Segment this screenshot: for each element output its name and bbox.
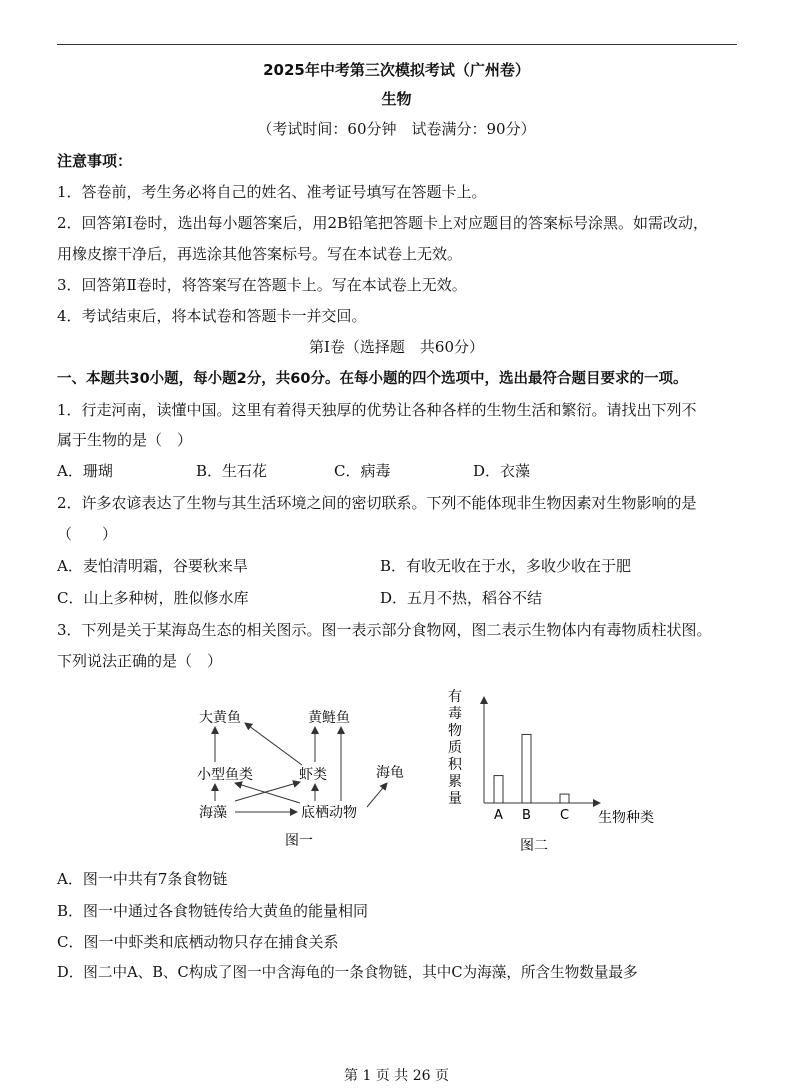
arrow-xialei-dahuangyu <box>245 723 302 765</box>
q1-stem-line2: 属于生物的是（ ） <box>57 431 193 449</box>
q2-stem-line1: 2．许多农谚表达了生物与其生活环境之间的密切联系。下列不能体现非生物因素对生物影响的是 <box>57 494 697 512</box>
notice-heading: 注意事项： <box>57 152 133 170</box>
exam-info: （考试时间：60分钟 试卷满分：90分） <box>257 120 536 138</box>
bar-C <box>560 794 569 803</box>
node-xialei: 虾类 <box>299 767 327 783</box>
ylabel-char: 累 <box>448 774 462 790</box>
food-web-diagram <box>185 695 425 855</box>
notice-item: 1．答卷前，考生务必将自己的姓名、准考证号填写在答题卡上。 <box>57 183 487 201</box>
page-footer: 第 1 页 共 26 页 <box>344 1068 449 1084</box>
notice-item: 2．回答第Ⅰ卷时，选出每小题答案后，用2B铅笔把答题卡上对应题目的答案标号涂黑。如需改动， <box>57 214 709 232</box>
q3-stem-line2: 下列说法正确的是（ ） <box>57 652 223 670</box>
tick-label-C: C <box>560 808 570 823</box>
q2-option-a: A．麦怕清明霜，谷要秋来旱 <box>57 557 248 575</box>
ylabel-char: 有 <box>448 689 462 705</box>
figure2-caption: 图二 <box>520 838 548 854</box>
notice-item: 用橡皮擦干净后，再选涂其他答案标号。写在本试卷上无效。 <box>57 245 463 263</box>
toxin-bar-chart <box>440 685 670 860</box>
q1-option-d: D．衣藻 <box>473 462 531 480</box>
ylabel-char: 质 <box>448 740 462 756</box>
q3-option-b: B．图一中通过各食物链传给大黄鱼的能量相同 <box>57 902 369 920</box>
bar-A <box>494 776 503 803</box>
tick-label-A: A <box>494 808 503 823</box>
chart-xlabel: 生物种类 <box>598 810 654 826</box>
ylabel-char: 量 <box>448 791 462 807</box>
tick-label-B: B <box>522 808 531 823</box>
top-rule <box>57 44 737 45</box>
node-haizao: 海藻 <box>199 805 227 821</box>
arrow-haizao-xialei <box>235 782 300 801</box>
ylabel-char: 积 <box>448 757 462 773</box>
chart-ylabel <box>448 689 463 807</box>
arrow-diqi-haigui <box>367 783 387 807</box>
q3-stem-line1: 3．下列是关于某海岛生态的相关图示。图一表示部分食物网，图二表示生物体内有毒物质柱状图。 <box>57 621 712 639</box>
section-instruction: 一、本题共30小题，每小题2分，共60分。在每小题的四个选项中，选出最符合题目要求的一项。 <box>57 371 688 387</box>
section-title: 第Ⅰ卷（选择题 共60分） <box>308 338 484 356</box>
q3-option-d: D．图二中A、B、C构成了图一中含海龟的一条食物链，其中C为海藻，所含生物数量最多 <box>57 964 638 981</box>
subject-title: 生物 <box>381 90 412 108</box>
ylabel-char: 物 <box>448 723 462 739</box>
q3-option-c: C．图一中虾类和底栖动物只存在捕食关系 <box>57 933 339 951</box>
q3-option-a: A．图一中共有7条食物链 <box>57 870 228 888</box>
q2-stem-line2: （ ） <box>57 525 118 543</box>
q1-option-a: A．珊瑚 <box>57 462 113 480</box>
node-diqidongwu: 底栖动物 <box>301 805 357 821</box>
arrow-diqi-xiaoxing <box>235 783 300 803</box>
q1-option-c: C．病毒 <box>334 462 391 480</box>
notice-item: 3．回答第Ⅱ卷时，将答案写在答题卡上。写在本试卷上无效。 <box>57 276 467 294</box>
q2-option-b: B．有收无收在于水，多收少收在于肥 <box>380 557 632 575</box>
node-huangshanyu: 黄鲢鱼 <box>308 710 350 726</box>
node-haigui: 海龟 <box>376 765 404 781</box>
q2-option-d: D．五月不热，稻谷不结 <box>380 589 543 607</box>
exam-title: 2025年中考第三次模拟考试（广州卷） <box>263 61 530 79</box>
q1-stem-line1: 1．行走河南，读懂中国。这里有着得天独厚的优势让各种各样的生物生活和繁衍。请找出下列不 <box>57 401 697 419</box>
bar-B <box>522 734 531 803</box>
node-xiaoxingyulei: 小型鱼类 <box>197 767 253 783</box>
q2-option-c: C．山上多种树，胜似修水库 <box>57 589 249 607</box>
notice-item: 4．考试结束后，将本试卷和答题卡一并交回。 <box>57 307 367 325</box>
q1-option-b: B．生石花 <box>196 462 268 480</box>
ylabel-char: 毒 <box>448 706 462 722</box>
node-dahuangyu: 大黄鱼 <box>199 710 241 726</box>
figure1-caption: 图一 <box>285 833 313 849</box>
